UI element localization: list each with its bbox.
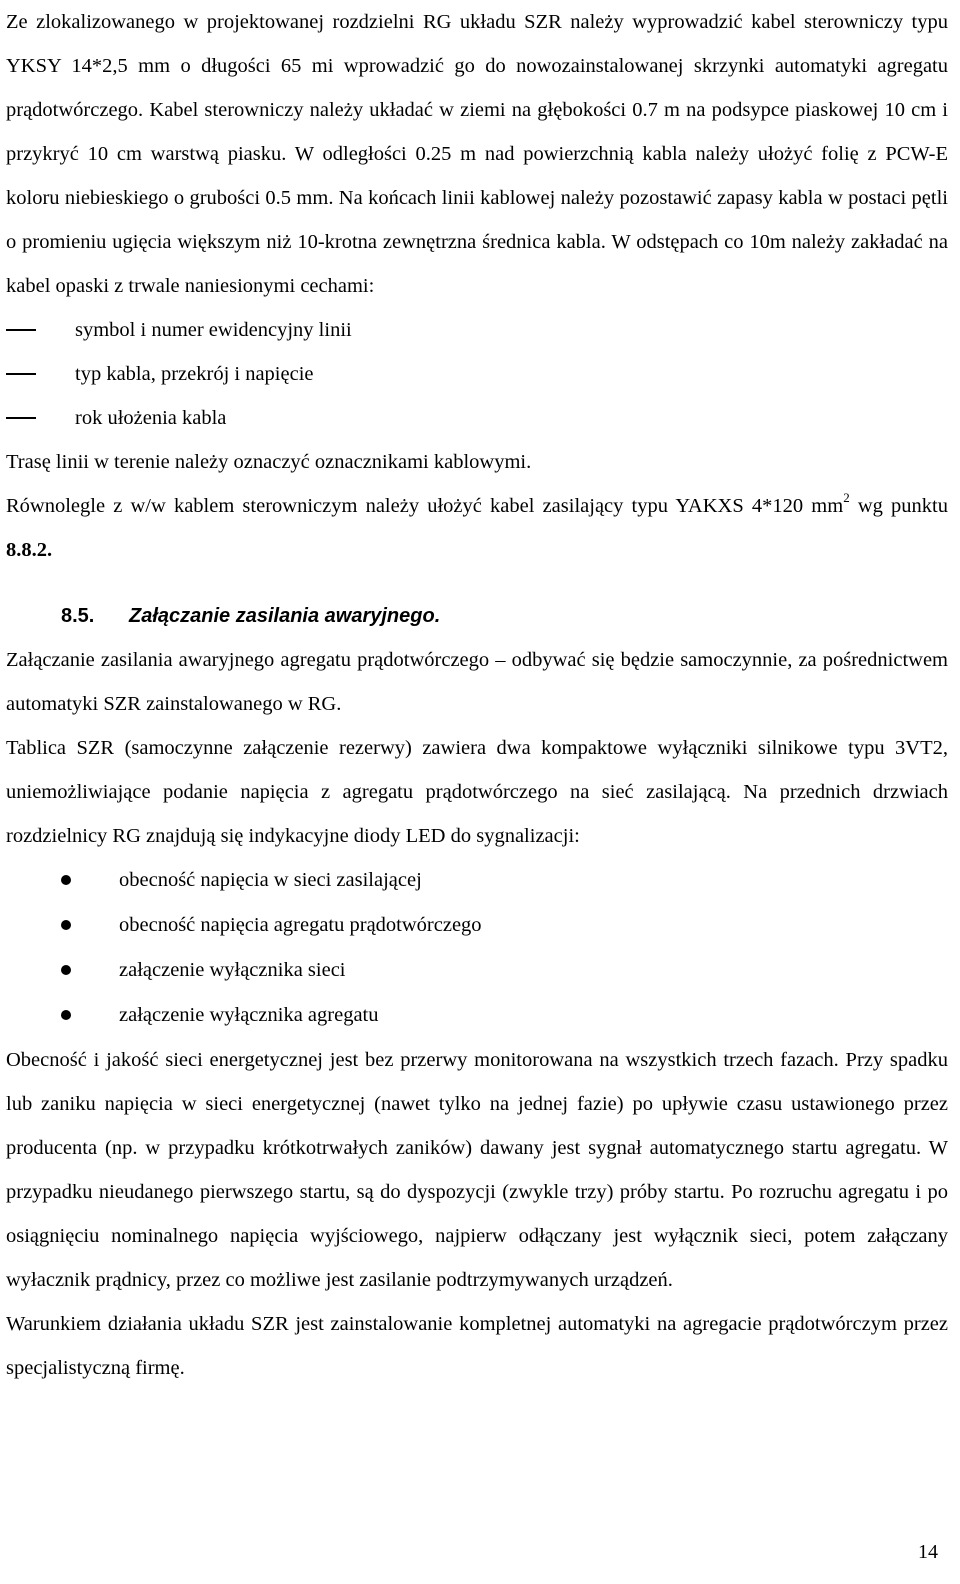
list-item: rok ułożenia kabla bbox=[6, 396, 948, 440]
bullet-icon bbox=[61, 920, 71, 930]
paragraph-route-marking: Trasę linii w terenie należy oznaczyć oznacznikami kablowymi. bbox=[6, 451, 532, 473]
list-item: obecność napięcia agregatu prądotwórczego bbox=[6, 903, 948, 948]
list-item: typ kabla, przekrój i napięcie bbox=[6, 352, 948, 396]
list-item: załączenie wyłącznika agregatu bbox=[6, 993, 948, 1038]
list-item: załączenie wyłącznika sieci bbox=[6, 948, 948, 993]
bullet-icon bbox=[61, 965, 71, 975]
dash-bullet-icon bbox=[6, 417, 36, 419]
section-reference: 8.8.2. bbox=[6, 539, 53, 561]
spacer bbox=[6, 572, 948, 594]
paragraph-emergency-switching: Załączanie zasilania awaryjnego agregatu prądotwórczego – odbywać się będzie samoczynnie, za pośrednictwem automatyki SZR zainstalowanego w RG. bbox=[6, 649, 948, 715]
superscript-2: 2 bbox=[843, 490, 850, 506]
paragraph-condition: Warunkiem działania układu SZR jest zainstalowanie kompletnej automatyki na agregacie prądotwórczym przez specjalistyczną firmę. bbox=[6, 1313, 948, 1379]
dash-bullet-icon bbox=[6, 373, 36, 375]
list-item: symbol i numer ewidencyjny linii bbox=[6, 308, 948, 352]
list-item: obecność napięcia w sieci zasilającej bbox=[6, 858, 948, 903]
section-title: Załączanie zasilania awaryjnego. bbox=[129, 605, 441, 627]
dash-bullet-icon bbox=[6, 329, 36, 331]
section-number: 8.5. bbox=[61, 605, 95, 627]
paragraph-control-cable: Ze zlokalizowanego w projektowanej rozdzielni RG układu SZR należy wyprowadzić kabel sterowniczy typu YKSY 14*2,5 mm o długości 65 mi wprowadzić go do nowozainstalowanej skrzynki automatyki agregatu prądotwórczego. Kabel sterowniczy należy układać w ziemi na głębokości 0.7 m na podsypce piaskowej 10 cm i przykryć 10 cm warstwą piasku. W odległości 0.25 m nad powierzchnią kabla należy ułożyć folię z PCW-E koloru niebieskiego o grubości 0.5 mm. Na końcach linii kablowej należy pozostawić zapasy kabla w postaci pętli o promieniu ugięcia większym niż 10-krotna zewnętrzna średnica kabla. W odstępach co 10m należy zakładać na kabel opaski z trwale naniesionymi cechami: bbox=[6, 11, 948, 297]
bullet-icon bbox=[61, 875, 71, 885]
section-heading bbox=[6, 594, 948, 638]
led-signal-list bbox=[6, 858, 948, 1038]
cable-tag-feature-list bbox=[6, 308, 948, 440]
bullet-icon bbox=[61, 1010, 71, 1020]
paragraph-network-monitoring: Obecność i jakość sieci energetycznej jest bez przerwy monitorowana na wszystkich trzech fazach. Przy spadku lub zaniku napięcia w sieci energetycznej (nawet tylko na jednej fazie) po upływie czasu ustawionego przez producenta (np. w przypadku krótkotrwałych zaników) dawany jest sygnał automatycznego startu agregatu. W przypadku nieudanego pierwszego startu, są do dyspozycji (zwykle trzy) próby startu. Po rozruchu agregatu i po osiągnięciu nominalnego napięcia wyjściowego, najpierw odłączany jest wyłącznik sieci, potem załączany wyłacznik prądnicy, przez co możliwe jest zasilanie podtrzymywanych urządzeń. bbox=[6, 1049, 948, 1291]
paragraph-szr-panel: Tablica SZR (samoczynne załączenie rezerwy) zawiera dwa kompaktowe wyłączniki silnikowe typu 3VT2, uniemożliwiające podanie napięcia z agregatu prądotwórczego na sieć zasilającą. Na przednich drzwiach rozdzielnicy RG znajdują się indykacyjne diody LED do sygnalizacji: bbox=[6, 737, 948, 847]
paragraph-supply-cable: Równolegle z w/w kablem sterowniczym należy ułożyć kabel zasilający typu YAKXS 4*120 $mm^2$ wg punktu 8.8.2. bbox=[6, 490, 948, 561]
page-number: 14 bbox=[918, 1541, 938, 1563]
document-body bbox=[6, 0, 948, 1390]
